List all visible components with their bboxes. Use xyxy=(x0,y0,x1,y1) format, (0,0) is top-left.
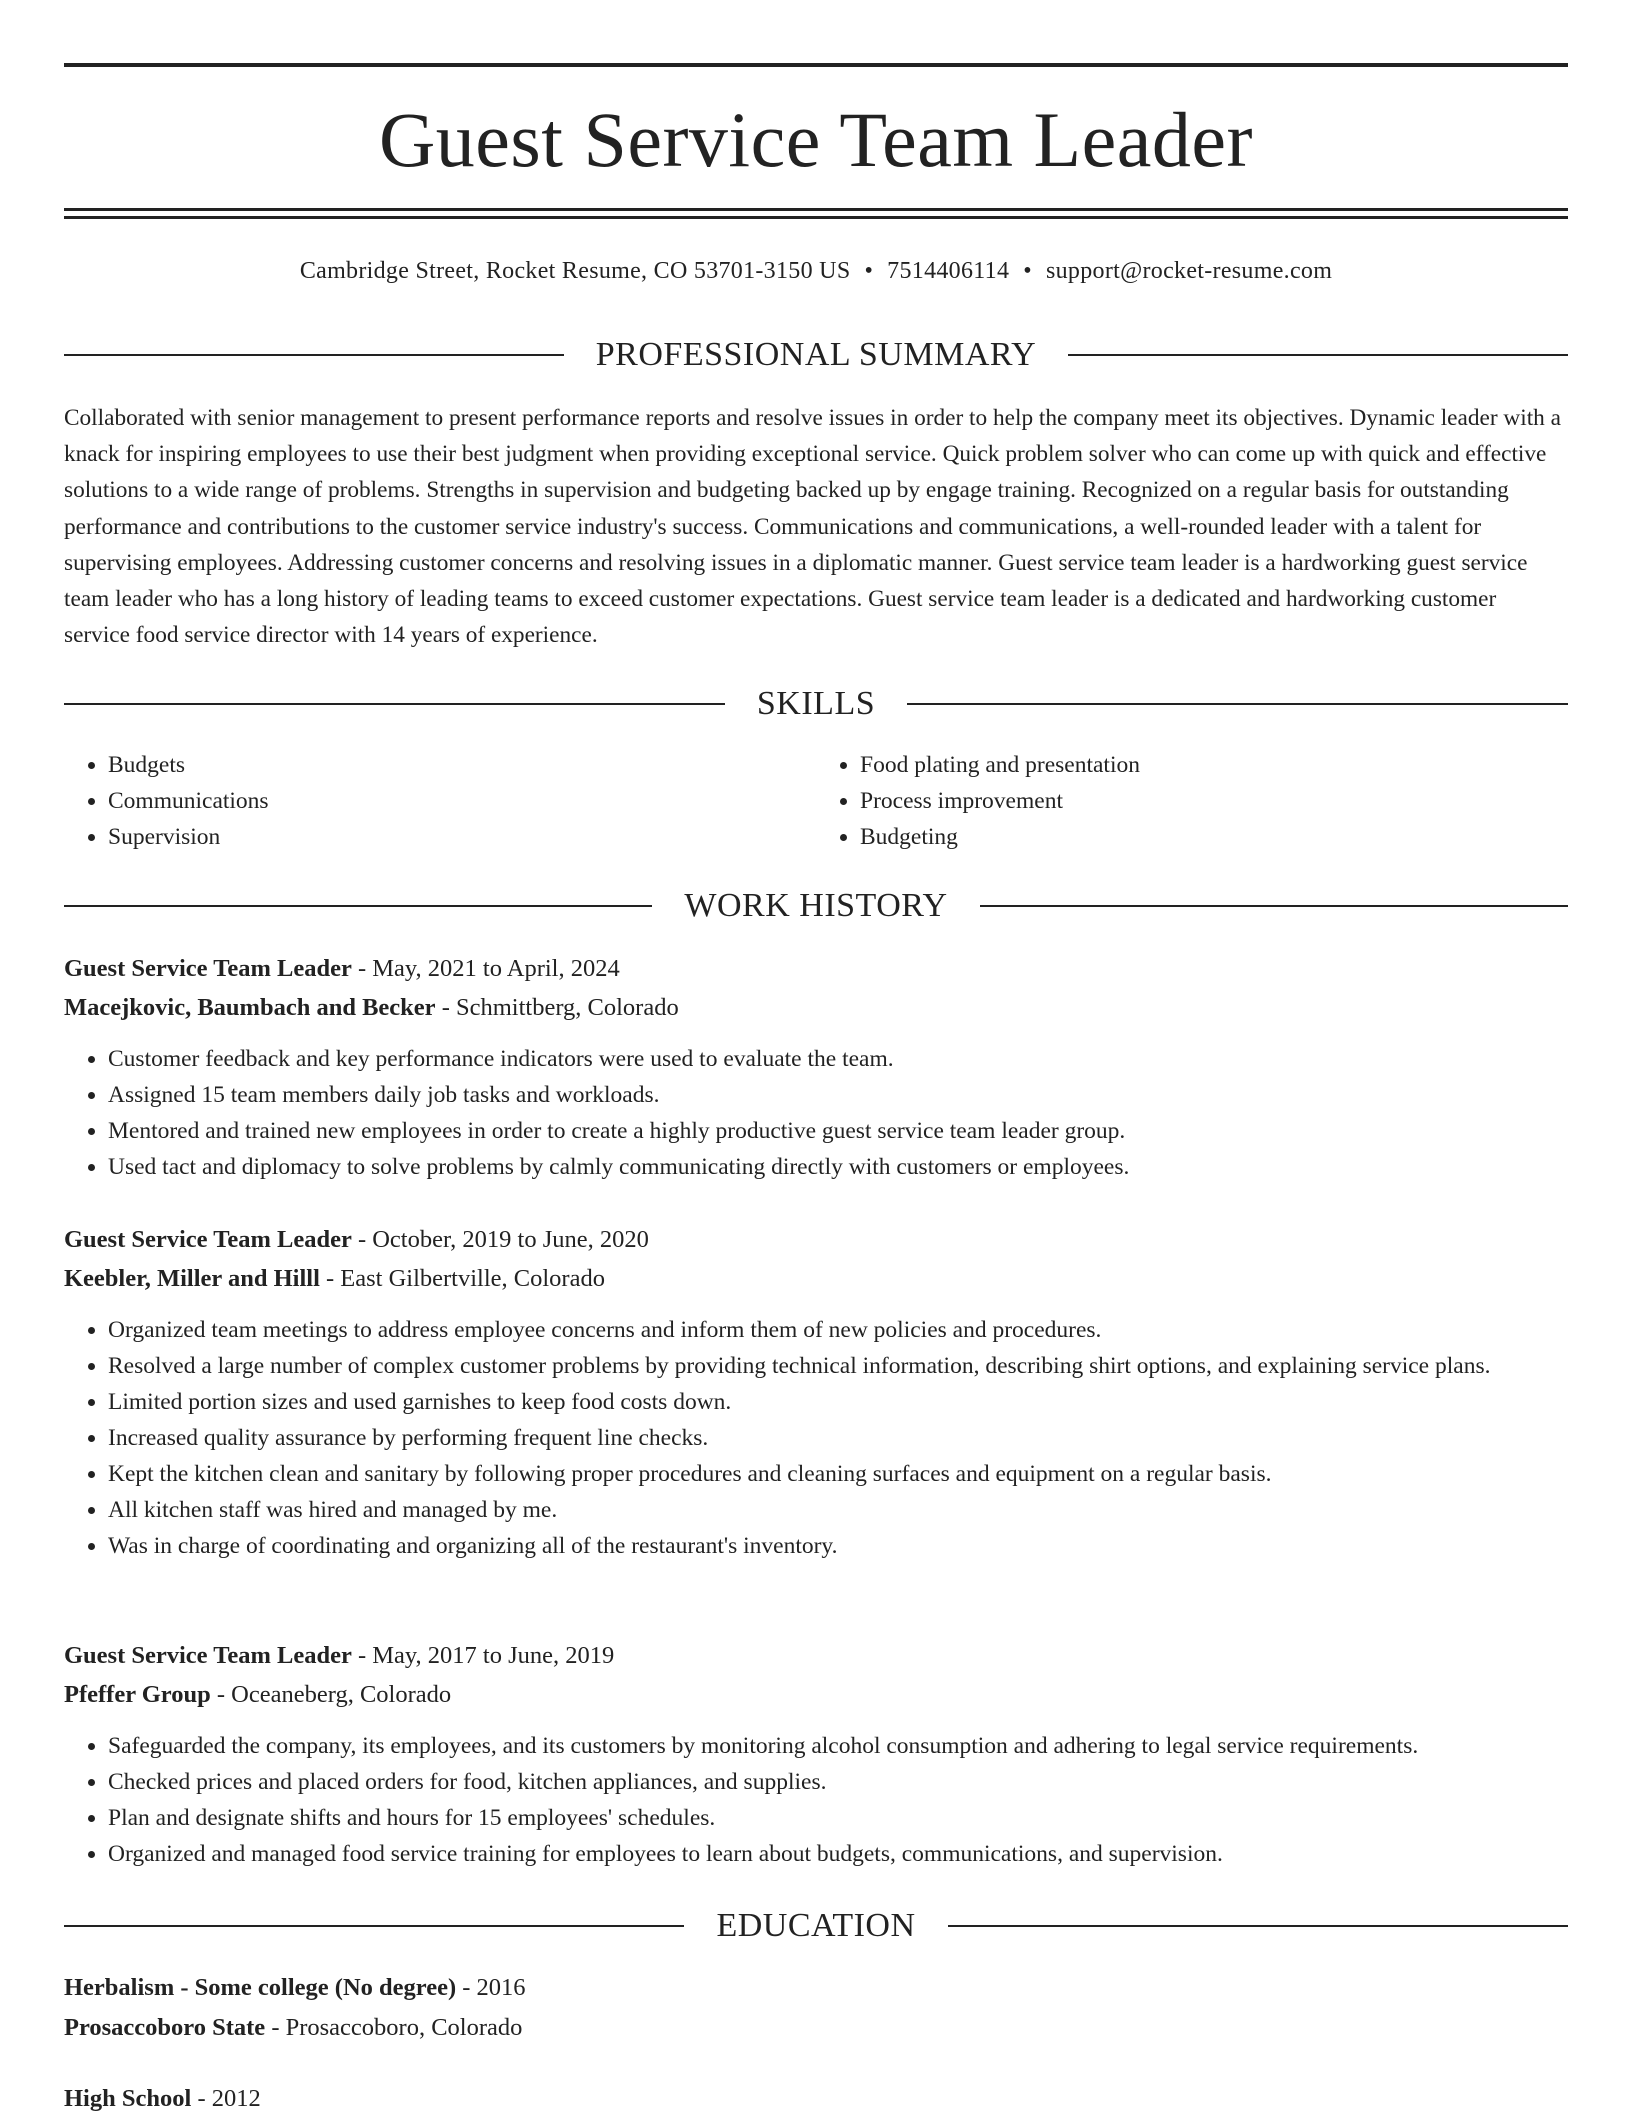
job-bullet: • Increased quality assurance by performing frequent line checks. xyxy=(108,1420,1568,1456)
heading-rule-right xyxy=(907,703,1568,705)
job-location: - East Gilbertville, Colorado xyxy=(319,1265,605,1292)
job-bullet: • Organized team meetings to address employee concerns and inform them of new policies and procedures. xyxy=(108,1312,1568,1348)
education-location: - Prosaccoboro, Colorado xyxy=(265,2014,523,2041)
heading-rule-left xyxy=(64,1925,684,1927)
job-dates: - October, 2019 to June, 2020 xyxy=(351,1226,649,1253)
contact-line xyxy=(64,254,1568,288)
job-title-line xyxy=(64,1220,1568,1259)
job-title-line xyxy=(64,949,1568,988)
work-heading xyxy=(64,886,1568,926)
education-year: - 2012 xyxy=(191,2085,261,2112)
skill-item: • Budgets xyxy=(108,747,816,783)
education-school: Prosaccoboro State xyxy=(64,2014,266,2041)
education-year: - 2016 xyxy=(456,1974,526,2001)
job-bullet: • Checked prices and placed orders for food, kitchen appliances, and supplies. xyxy=(108,1764,1568,1800)
education-heading-label: EDUCATION xyxy=(716,1907,916,1944)
job-bullet: • All kitchen staff was hired and managed by me. xyxy=(108,1492,1568,1528)
job-company: Macejkovic, Baumbach and Becker xyxy=(64,994,436,1021)
job-dates: - May, 2017 to June, 2019 xyxy=(351,1642,615,1669)
skills-list-left xyxy=(64,747,816,855)
job-bullet: • Safeguarded the company, its employees, and its customers by monitoring alcohol consumption and adhering to legal service requirements. xyxy=(108,1728,1568,1764)
education-degree: Herbalism - Some college (No degree) xyxy=(64,1974,457,2001)
job-title-line xyxy=(64,1636,1568,1675)
job-bullets xyxy=(64,1041,1568,1185)
job-company-line xyxy=(64,988,1568,1027)
contact-address: Cambridge Street, Rocket Resume, CO 53701-3150 US xyxy=(299,258,851,284)
skills-columns xyxy=(64,747,1568,855)
job-title: Guest Service Team Leader xyxy=(64,955,352,982)
job-entry xyxy=(64,949,1568,1185)
skill-item: • Budgeting xyxy=(860,819,1568,855)
job-bullet: • Resolved a large number of complex customer problems by providing technical information, describing shirt options, and explaining service plans. xyxy=(108,1348,1568,1384)
title-rule-upper xyxy=(64,208,1568,211)
job-entry xyxy=(64,1636,1568,1872)
resume-title: Guest Service Team Leader xyxy=(378,96,1254,183)
heading-rule-right xyxy=(948,1925,1568,1927)
heading-rule-left xyxy=(64,905,652,907)
job-bullet: • Was in charge of coordinating and organizing all of the restaurant's inventory. xyxy=(108,1528,1568,1564)
contact-separator: • xyxy=(1023,258,1032,284)
contact-email: support@rocket-resume.com xyxy=(1045,258,1333,284)
job-dates: - May, 2021 to April, 2024 xyxy=(351,955,620,982)
job-bullet: • Kept the kitchen clean and sanitary by following proper procedures and cleaning surfaces and equipment on a regular basis. xyxy=(108,1456,1568,1492)
education-degree-line xyxy=(64,2079,1568,2119)
job-location: - Oceaneberg, Colorado xyxy=(210,1681,452,1708)
skill-item: • Process improvement xyxy=(860,783,1568,819)
skill-item: • Food plating and presentation xyxy=(860,747,1568,783)
summary-heading xyxy=(64,335,1568,375)
education-heading xyxy=(64,1906,1568,1946)
summary-heading-label: PROFESSIONAL SUMMARY xyxy=(595,336,1037,373)
job-company: Pfeffer Group xyxy=(64,1681,211,1708)
job-company-line xyxy=(64,1675,1568,1714)
job-bullet: • Mentored and trained new employees in order to create a highly productive guest service team leader group. xyxy=(108,1113,1568,1149)
job-bullets xyxy=(64,1312,1568,1564)
job-entry xyxy=(64,1220,1568,1564)
heading-rule-left xyxy=(64,354,564,356)
contact-separator: • xyxy=(864,258,874,284)
education-degree: High School xyxy=(64,2085,192,2112)
education-entry xyxy=(64,1968,1568,2048)
job-company-line xyxy=(64,1259,1568,1298)
top-rule xyxy=(64,63,1568,67)
job-bullet: • Used tact and diplomacy to solve problems by calmly communicating directly with customers or employees. xyxy=(108,1149,1568,1185)
education-entry xyxy=(64,2079,1568,2119)
heading-rule-right xyxy=(980,905,1568,907)
skill-item: • Supervision xyxy=(108,819,816,855)
job-bullets xyxy=(64,1728,1568,1872)
job-bullet: • Customer feedback and key performance indicators were used to evaluate the team. xyxy=(108,1041,1568,1077)
heading-rule-right xyxy=(1068,354,1568,356)
skills-heading-label: SKILLS xyxy=(756,685,876,722)
skills-list-right xyxy=(816,747,1568,855)
job-title: Guest Service Team Leader xyxy=(64,1642,352,1669)
job-location: - Schmittberg, Colorado xyxy=(435,994,679,1021)
heading-rule-left xyxy=(64,703,725,705)
job-bullet: • Limited portion sizes and used garnishes to keep food costs down. xyxy=(108,1384,1568,1420)
summary-text: Collaborated with senior management to present performance reports and resolve issues in order to help the company meet its objectives. Dynamic leader with a knack for inspiring employees to use their best judgment when providing exceptional service. Quick problem solver who can come up with quick and effective solutions to a wide range of problems. Strengths in supervision and budgeting backed up by engage training. Recognized on a regular basis for outstanding performance and contributions to the customer service industry's success. Communications and communications, a well-rounded leader with a talent for supervising employees. Addressing customer concerns and resolving issues in a diplomatic manner. Guest service team leader is a hardworking guest service team leader who has a long history of leading teams to exceed customer expectations. Guest service team leader is a dedicated and hardworking customer service food service director with 14 years of experience. xyxy=(64,405,1561,649)
education-school-line xyxy=(64,2008,1568,2048)
job-title: Guest Service Team Leader xyxy=(64,1226,352,1253)
skill-item: • Communications xyxy=(108,783,816,819)
skills-heading xyxy=(64,684,1568,724)
title-rule-lower xyxy=(64,216,1568,219)
education-degree-line xyxy=(64,1968,1568,2008)
job-company: Keebler, Miller and Hilll xyxy=(64,1265,320,1292)
work-heading-label: WORK HISTORY xyxy=(684,887,948,924)
job-bullet: • Organized and managed food service training for employees to learn about budgets, communications, and supervision. xyxy=(108,1836,1568,1872)
job-bullet: • Assigned 15 team members daily job tasks and workloads. xyxy=(108,1077,1568,1113)
contact-phone: 7514406114 xyxy=(887,258,1010,284)
job-bullet: • Plan and designate shifts and hours for 15 employees' schedules. xyxy=(108,1800,1568,1836)
